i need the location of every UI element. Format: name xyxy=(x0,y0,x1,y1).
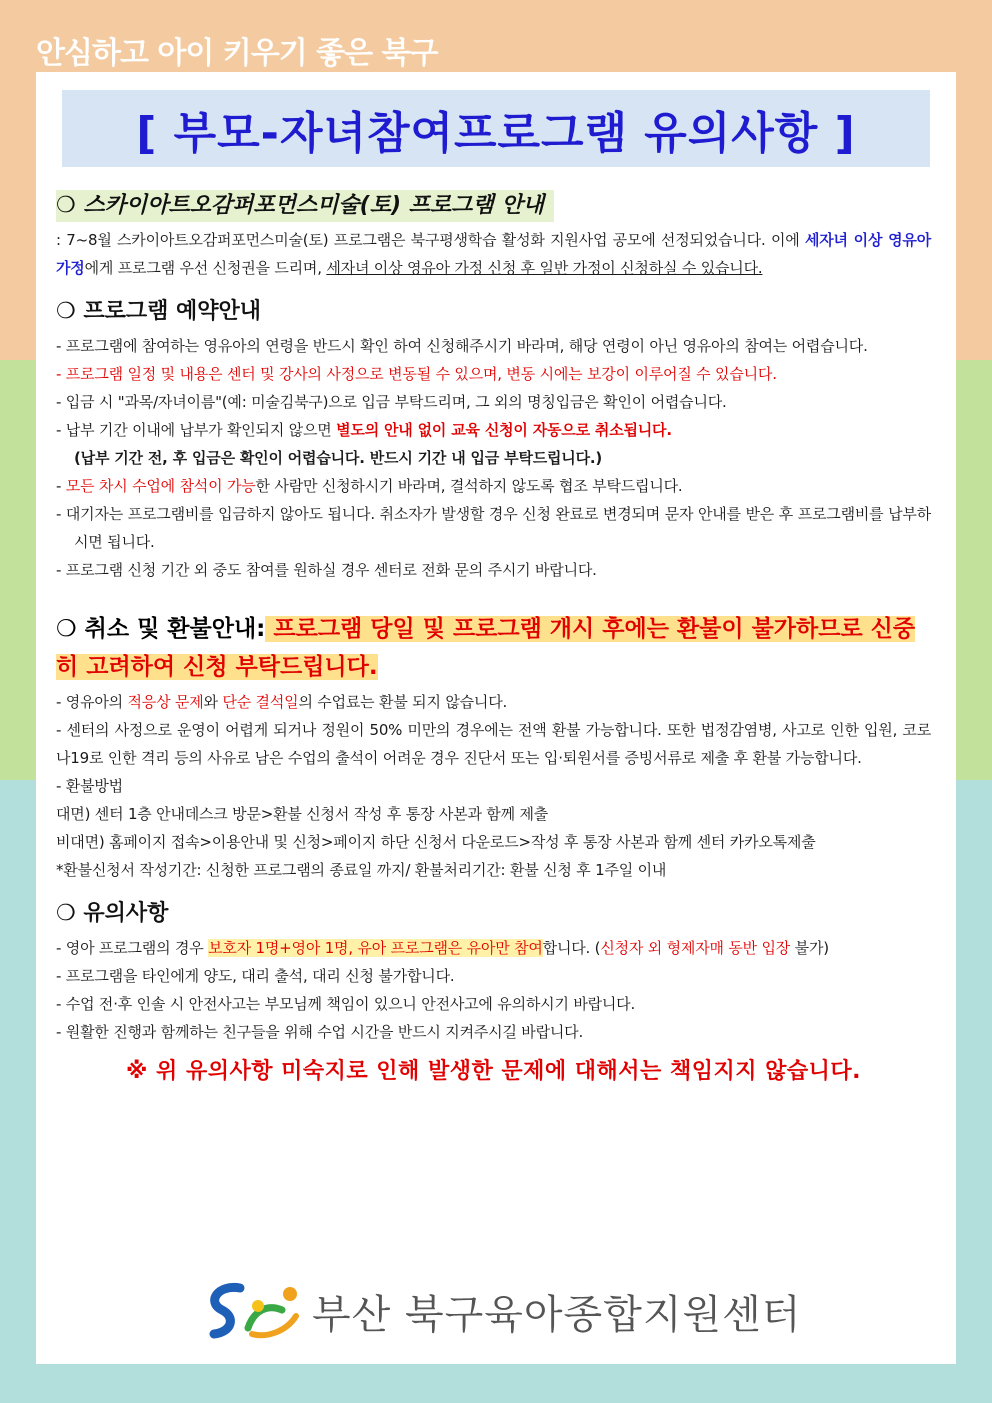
intro-text-2: 에게 프로그램 우선 신청권을 드리며, xyxy=(84,259,327,277)
refund-heading-label: ❍ 취소 및 환불안내: xyxy=(56,616,266,642)
section-precautions-heading: ❍ 유의사항 xyxy=(56,901,169,926)
attendance-text: 한 사람만 신청하시기 바라며, 결석하지 않도록 협조 부탁드립니다. xyxy=(255,477,683,495)
refund-adaptation: 적응상 문제 xyxy=(127,693,204,711)
reservation-item-deposit: - 입금 시 "과목/자녀이름"(예: 미술김북구)으로 입금 부탁드리며, 그 외의 명칭입금은 확인이 어렵습니다. xyxy=(56,393,727,411)
attendance-emphasis: 모든 차시 수업에 참석이 가능 xyxy=(65,477,256,495)
liability-warning: ※ 위 유의사항 미숙지로 인해 발생한 문제에 대해서는 책임지지 않습니다. xyxy=(126,1059,861,1084)
org-name: 부산 북구육아종합지원센터 xyxy=(312,1291,802,1338)
refund-item-period: *환불신청서 작성기간: 신청한 프로그램의 종료일 까지/ 환불처리기간: 환불 신청 후 1주일 이내 xyxy=(56,861,667,879)
section-program-intro-heading: ❍ 스카이아트오감퍼포먼스미술(토) 프로그램 안내 xyxy=(56,190,554,222)
reservation-item-payment-note: (납부 기간 전, 후 입금은 확인이 어렵습니다. 반드시 기간 내 입금 부탁드립니다.) xyxy=(74,449,603,467)
intro-underlined-note: 세자녀 이상 영유아 가정 신청 후 일반 가정이 신청하실 수 있습니다. xyxy=(326,259,763,277)
refund-item-online: 비대면) 홈페이지 접속>이용안내 및 신청>페이지 하단 신청서 다운로드>작성 후 통장 사본과 함께 센터 카카오톡제출 xyxy=(56,833,816,851)
reservation-item-attendance xyxy=(56,472,931,500)
center-logo-icon xyxy=(202,1280,302,1342)
title-box xyxy=(62,90,930,167)
refund-text-a: - 영유아의 xyxy=(56,693,128,711)
notice-paper xyxy=(36,72,956,1364)
payment-text: - 납부 기간 이내에 납부가 확인되지 않으면 xyxy=(56,421,337,439)
section-reservation-heading: ❍ 프로그램 예약안내 xyxy=(56,299,262,324)
precaution-item-safety: - 수업 전·후 인솔 시 안전사고는 부모님께 책임이 있으니 안전사고에 유의하시기 바랍니다. xyxy=(56,995,636,1013)
refund-heading-warning: 프로그램 당일 및 프로그램 개시 후에는 환불이 불가하므로 신중히 고려하여 신청 부탁드립니다. xyxy=(56,616,916,680)
refund-item-full-refund: - 센터의 사정으로 운영이 어렵게 되거나 정원이 50% 미만의 경우에는 전액 환불 가능합니다. 또한 법정감염병, 사고로 인한 입원, 코로나19로 인한 격리 등의 사유로 남은 수업의 출석이 어려운 경우 진단서 또는 입·퇴원서를 증빙서류로 제출 후 환불 가능합니다. xyxy=(56,721,931,767)
intro-text: : 7~8월 스카이아트오감퍼포먼스미술(토) 프로그램은 북구평생학습 활성화 지원사업 공모에 선정되었습니다. 이에 xyxy=(56,231,805,249)
section-refund-heading xyxy=(56,610,931,686)
notice-content xyxy=(56,190,931,1085)
participants-text-c: 합니다. ( xyxy=(542,939,601,957)
participants-siblings: 신청자 외 형제자매 동반 입장 xyxy=(600,939,791,957)
refund-item-method-label: - 환불방법 xyxy=(56,777,123,795)
footer-logo xyxy=(202,1280,801,1342)
refund-text-e: 의 수업료는 환불 되지 않습니다. xyxy=(298,693,508,711)
reservation-item-midway: - 프로그램 신청 기간 외 중도 참여를 원하실 경우 센터로 전화 문의 주시기 바랍니다. xyxy=(56,561,597,579)
participants-text-a: - 영아 프로그램의 경우 xyxy=(56,939,209,957)
precaution-item-punctuality: - 원활한 진행과 함께하는 친구들을 위해 수업 시간을 반드시 지켜주시길 바랍니다. xyxy=(56,1023,584,1041)
reservation-item-payment-period xyxy=(56,416,931,444)
participants-rule: 보호자 1명+영아 1명, 유아 프로그램은 유아만 참여 xyxy=(208,939,543,957)
attendance-dash: - xyxy=(56,477,66,495)
payment-auto-cancel: 별도의 안내 없이 교육 신청이 자동으로 취소됩니다. xyxy=(336,421,672,439)
precaution-item-transfer: - 프로그램을 타인에게 양도, 대리 출석, 대리 신청 불가합니다. xyxy=(56,967,455,985)
reservation-item-waitlist: - 대기자는 프로그램비를 입금하지 않아도 됩니다. 취소자가 발생할 경우 신청 완료로 변경되며 문자 안내를 받은 후 프로그램비를 납부하시면 됩니다. xyxy=(56,505,931,551)
refund-item-no-refund xyxy=(56,688,931,716)
reservation-item-schedule: - 프로그램 일정 및 내용은 센터 및 강사의 사정으로 변동될 수 있으며, 변동 시에는 보강이 이루어질 수 있습니다. xyxy=(56,365,777,383)
reservation-item-age: - 프로그램에 참여하는 영유아의 연령을 반드시 확인 하여 신청해주시기 바라며, 해당 연령이 아닌 영유아의 참여는 어렵습니다. xyxy=(56,337,868,355)
refund-item-in-person: 대면) 센터 1층 안내데스크 방문>환불 신청서 작성 후 통장 사본과 함께 제출 xyxy=(56,805,549,823)
participants-text-e: 불가) xyxy=(790,939,829,957)
section-program-intro-body xyxy=(56,226,931,282)
refund-text-c: 와 xyxy=(203,693,223,711)
precaution-item-participants xyxy=(56,934,931,962)
refund-absence: 단순 결석일 xyxy=(222,693,299,711)
intro-priority-target: 세자녀 이상 영유아 가정 xyxy=(56,231,931,277)
slogan: 안심하고 아이 키우기 좋은 북구 xyxy=(36,36,438,71)
page-title: [ 부모-자녀참여프로그램 유의사항 ] xyxy=(136,107,856,159)
